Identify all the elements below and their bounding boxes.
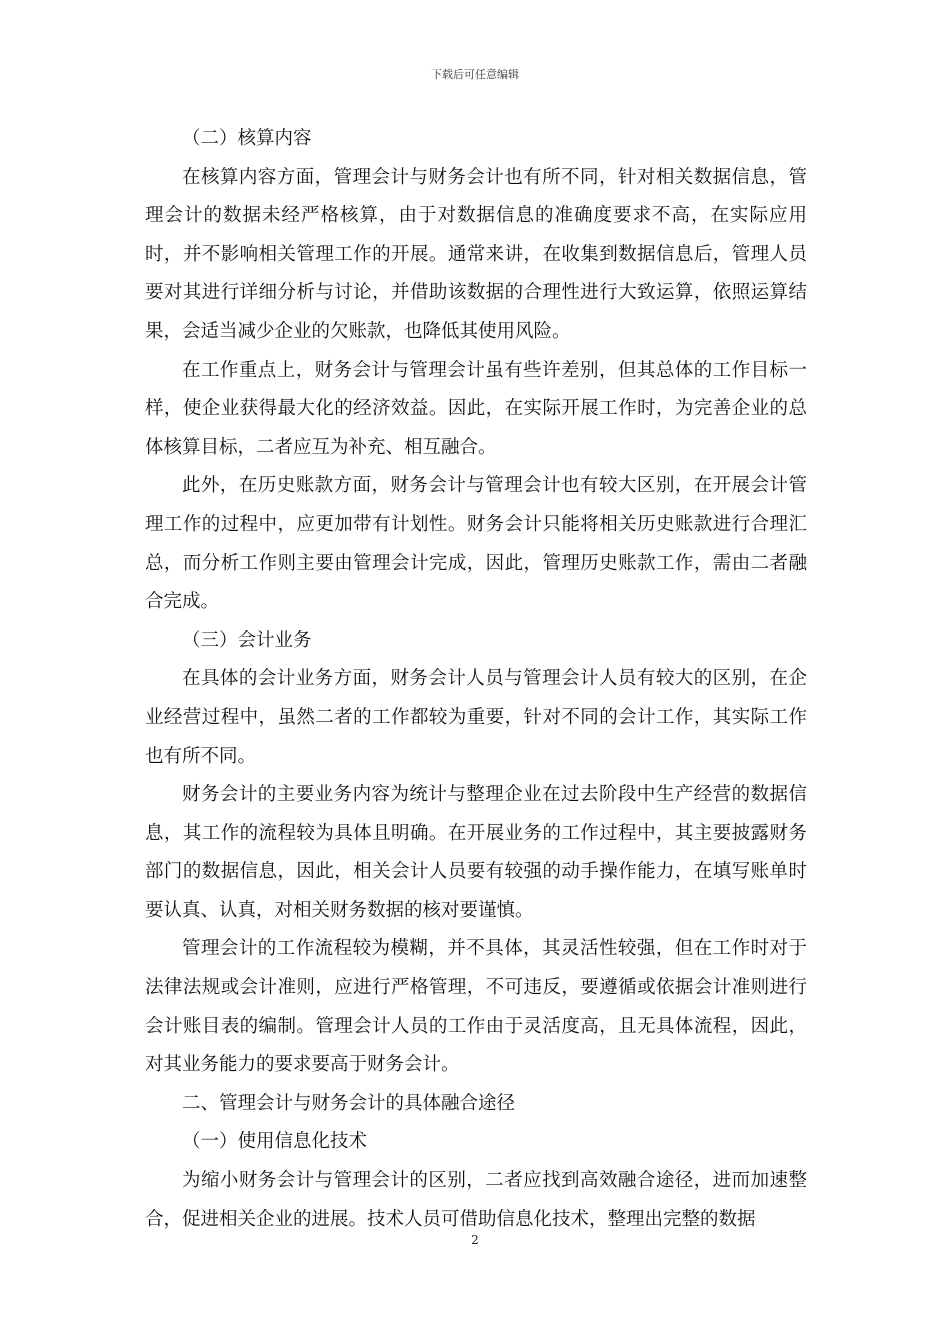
page-number: 2 <box>471 1233 479 1247</box>
document-body <box>145 120 807 1239</box>
section-heading: （二）核算内容 <box>182 128 312 149</box>
chapter-heading: 二、管理会计与财务会计的具体融合途径 <box>182 1092 516 1114</box>
paragraph: 在核算内容方面，管理会计与财务会计也有所不同，针对相关数据信息，管理会计的数据未经严格核算，由于对数据信息的准确度要求不高，在实际应用时，并不影响相关管理工作的开展。通常来讲，在收集到数据信息后，管理人员要对其进行详细分析与讨论，并借助该数据的合理性进行大致运算，依照运算结果，会适当减少企业的欠账款，也降低其使用风险。 <box>145 166 807 342</box>
section-heading: （一）使用信息化技术 <box>182 1131 368 1153</box>
page-header: 下载后可任意编辑 <box>431 68 519 81</box>
paragraph: 财务会计的主要业务内容为统计与整理企业在过去阶段中生产经营的数据信息，其工作的流程较为具体且明确。在开展业务的工作过程中，其主要披露财务部门的数据信息，因此，相关会计人员要有较强的动手操作能力，在填写账单时要认真、认真，对相关财务数据的核对要谨慎。 <box>145 784 807 921</box>
paragraph: 在工作重点上，财务会计与管理会计虽有些许差别，但其总体的工作目标一样，使企业获得最大化的经济效益。因此，在实际开展工作时，为完善企业的总体核算目标，二者应互为补充、相互融合。 <box>145 359 807 458</box>
paragraph: 此外，在历史账款方面，财务会计与管理会计也有较大区别，在开展会计管理工作的过程中，应更加带有计划性。财务会计只能将相关历史账款进行合理汇总，而分析工作则主要由管理会计完成，因此，管理历史账款工作，需由二者融合完成。 <box>145 475 807 613</box>
section-heading: （三）会计业务 <box>182 629 312 651</box>
paragraph: 管理会计的工作流程较为模糊，并不具体，其灵活性较强，但在工作时对于法律法规或会计准则，应进行严格管理，不可违反，要遵循或依据会计准则进行会计账目表的编制。管理会计人员的工作由于灵活度高，且无具体流程，因此，对其业务能力的要求要高于财务会计。 <box>145 938 807 1076</box>
paragraph: 为缩小财务会计与管理会计的区别，二者应找到高效融合途径，进而加速整合，促进相关企业的进展。技术人员可借助信息化技术，整理出完整的数据 <box>145 1170 807 1230</box>
paragraph: 在具体的会计业务方面，财务会计人员与管理会计人员有较大的区别，在企业经营过程中，虽然二者的工作都较为重要，针对不同的会计工作，其实际工作也有所不同。 <box>145 668 807 767</box>
